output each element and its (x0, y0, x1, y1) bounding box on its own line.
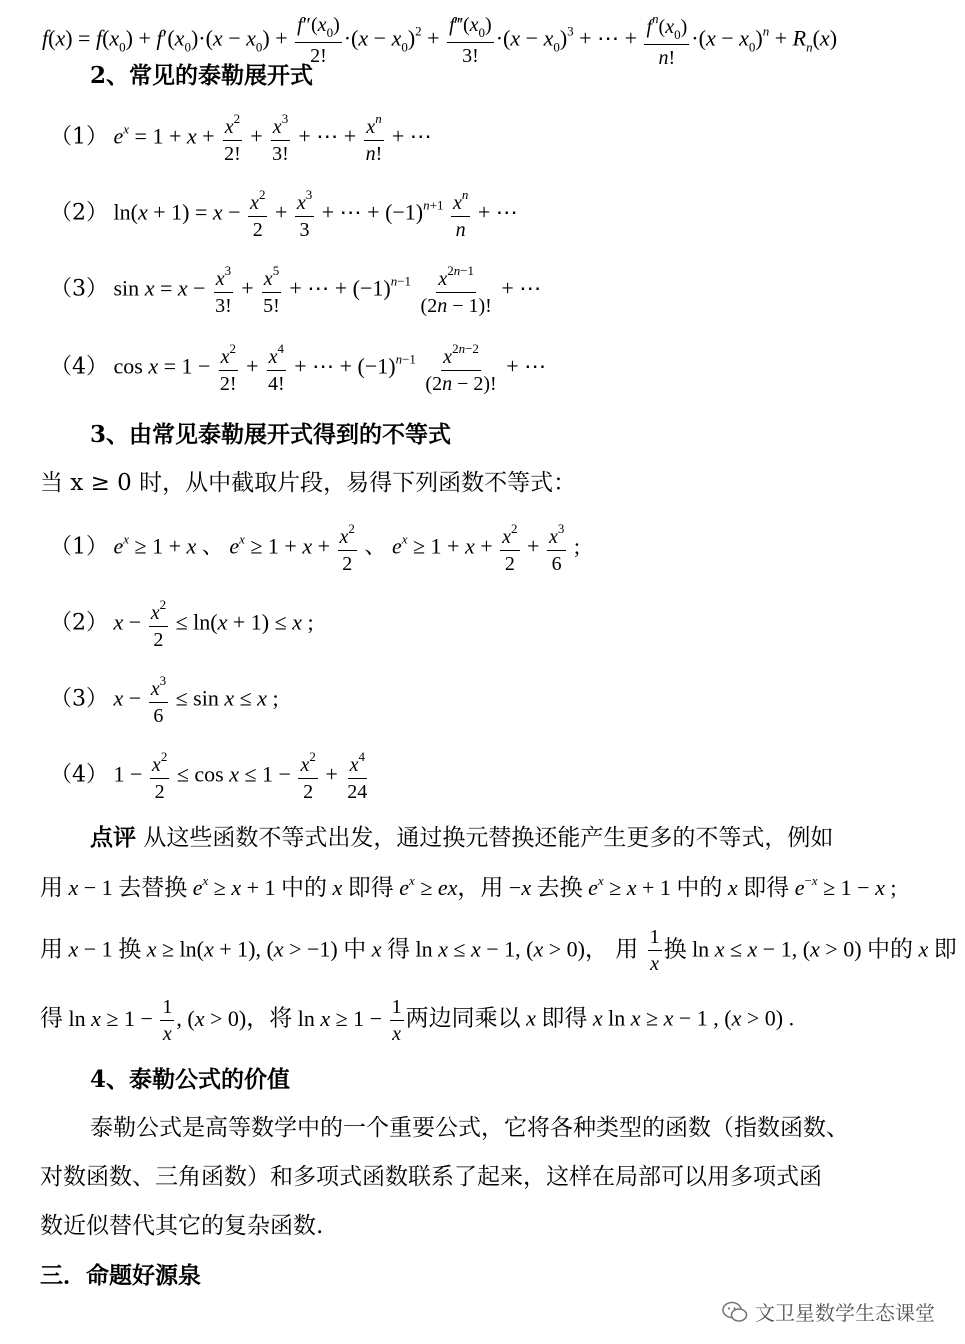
section-4-body-3: 数近似替代其它的复杂函数. (40, 1213, 324, 1239)
item-number: （1） (50, 124, 108, 150)
expansion-4: （4） cos x = 1 − $\frac{x^2}{2!}$ + $\frac{x^4}{4!}$ + ⋯ + $(-1)^{n-1}$ $\frac{x^{2n-2}}{(2n - 2)!}$ + ⋯ (50, 341, 547, 395)
item-number: （3） (50, 276, 108, 302)
expansion-1: （1） $e^x = 1 + x$ + $\frac{x^2}{2!}$ + $\frac{x^3}{3!}$ + ⋯ + $\frac{x^n}{n!}$ + ⋯ (50, 111, 432, 165)
comment-line-4: 得 ln x ≥ 1 − $\frac{1}{x}$ , (x > 0)，将 ln x ≥ 1 − $\frac{1}{x}$ 两边同乘以 x 即得 x ln x ≥ x − 1 , (x > 0) . (40, 996, 795, 1045)
inequality-1: （1） $e^x \ge 1 + x$ 、 $e^x \ge 1 + x$ + $\frac{x^2}{2}$ 、 $e^x \ge 1 + x$ + $\frac{x^2}{2}$ + $\frac{x^3}{6}$ ; (50, 521, 580, 575)
comment-label: 点评 (90, 824, 136, 851)
inequality-4: （4） 1 − $\frac{x^2}{2}$ ≤ cos x ≤ 1 − $\frac{x^2}{2}$ + $\frac{x^4}{24}$ (50, 749, 368, 803)
wechat-icon (721, 1298, 749, 1326)
section-2-title: 2、常见的泰勒展开式 (90, 62, 314, 89)
comment-line-1 (90, 826, 833, 850)
section-4-body-1: 泰勒公式是高等数学中的一个重要公式，它将各种类型的函数（指数函数、 (90, 1115, 849, 1141)
item-number: （3） (50, 686, 108, 712)
expansion-3: （3） sin x = x − $\frac{x^3}{3!}$ + $\frac{x^5}{5!}$ + ⋯ + $(-1)^{n-1}$ $\frac{x^{2n-1}}{(2n - 1)!}$ + ⋯ (50, 263, 542, 317)
item-number: （2） (50, 610, 108, 636)
section-three-title: 三．命题好源泉 (40, 1262, 201, 1289)
inequality-3: （3） x − $\frac{x^3}{6}$ ≤ sin x ≤ x ; (50, 673, 279, 727)
expansion-2: （2） ln(x + 1) = x − $\frac{x^2}{2}$ + $\frac{x^3}{3}$ + ⋯ + $(-1)^{n+1}$ $\frac{x^n}{n}$ + ⋯ (50, 187, 518, 241)
comment-text: 从这些函数不等式出发，通过换元替换还能产生更多的不等式，例如 (143, 825, 834, 851)
item-number: （4） (50, 762, 108, 788)
section-3-intro: 当 x ≥ 0 时，从中截取片段，易得下列函数不等式： (40, 470, 577, 496)
inequality-2: （2） x − $\frac{x^2}{2}$ ≤ ln(x + 1) ≤ x ; (50, 597, 314, 651)
comment-line-3: 用 x − 1 换 x ≥ ln(x + 1), (x > −1) 中 x 得 ln x ≤ x − 1, (x > 0)， 用 $\frac{1}{x}$ 换 ln x ≤ x − 1, (x > 0) 中的 x 即 (40, 926, 957, 975)
watermark (721, 1297, 935, 1326)
taylor-formula-line: $f(x) = f(x_0) + f'(x_0)\cdot(x - x_0)$ + $\frac{f''(x_0)}{2!}$ $\cdot(x - x_0)^2$ + $\frac{f‴(x_0)}{3!}$ $\cdot(x - x_0)^3$ + ⋯ + $\frac{f^n(x_0)}{n!}$ $\cdot(x - x_0)^n + R_n(x)$ (42, 11, 838, 70)
comment-line-2: 用 x − 1 去替换 $e^x \ge x + 1$ 中的 x 即得 $e^x$ ≥ ex，用 −x 去换 $e^x \ge x + 1$ 中的 x 即得 $e^{-x} \ge 1 - x$ ; (40, 873, 897, 901)
item-number: （2） (50, 200, 108, 226)
item-number: （4） (50, 354, 108, 380)
section-3-title: 3、由常见泰勒展开式得到的不等式 (90, 421, 452, 448)
item-number: （1） (50, 534, 108, 560)
section-4-body-2: 对数函数、三角函数）和多项式函数联系了起来，这样在局部可以用多项式函 (40, 1164, 822, 1190)
watermark-text: 文卫星数学生态课堂 (755, 1301, 935, 1325)
section-4-title: 4、泰勒公式的价值 (90, 1066, 291, 1093)
